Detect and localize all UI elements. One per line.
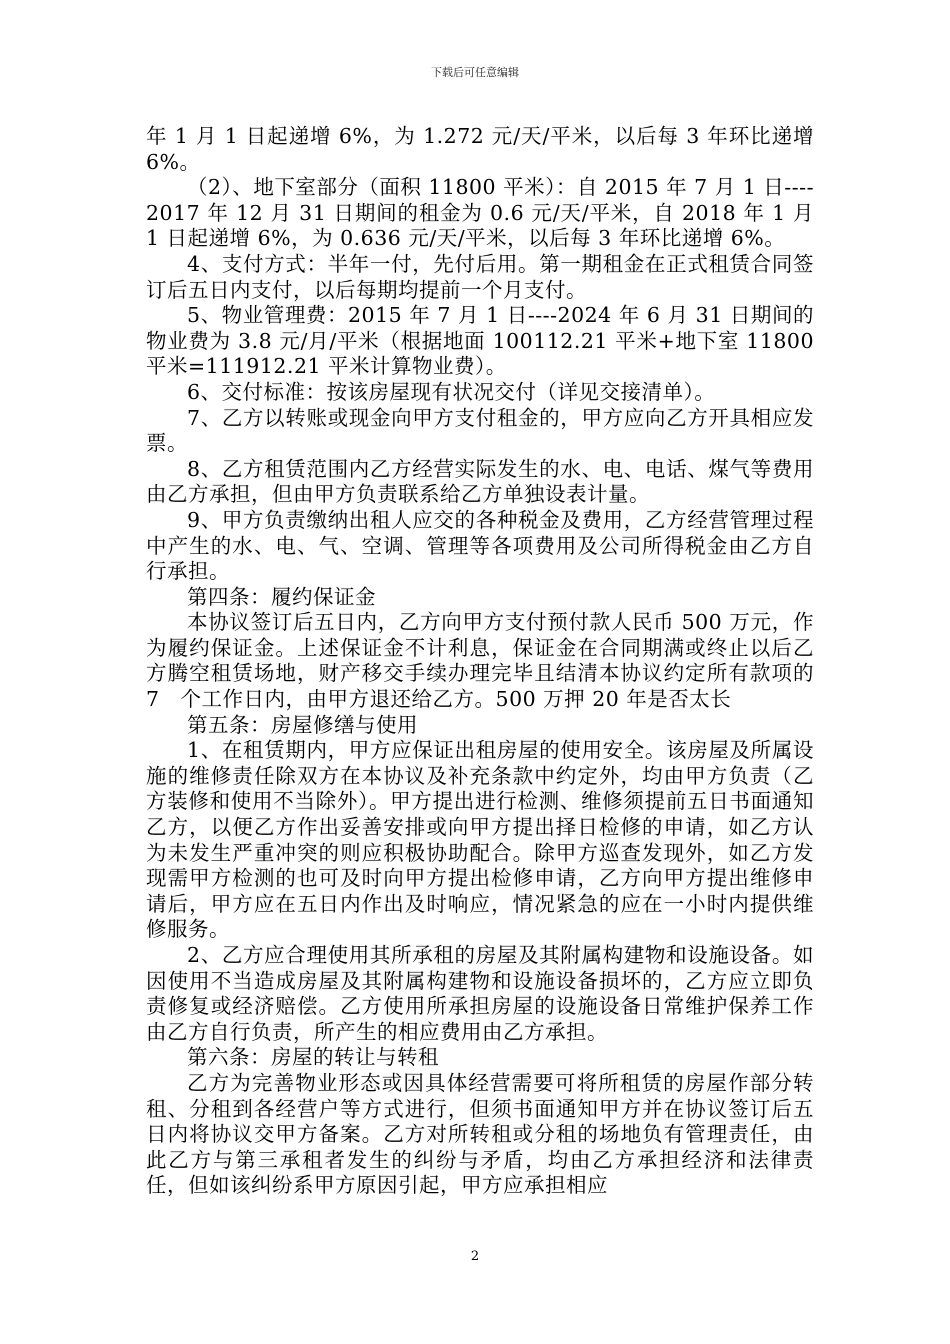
paragraph-delivery-standard: 6、交付标准：按该房屋现有状况交付（详见交接清单）。 (187, 379, 716, 404)
paragraph-rent-increase-continued: 年 1 月 1 日起递增 6%，为 1.272 元/天/平米，以后每 3 年环比递增 6%。 (146, 124, 814, 174)
paragraph-proper-use: 2、乙方应合理使用其所承租的房屋及其附属构建物和设施设备。如因使用不当造成房屋及其附属构建物和设施设备损坏的，乙方应立即负责修复或经济赔偿。乙方使用所承担房屋的设施设备日常维护保养工作由乙方自行负责，所产生的相应费用由乙方承担。 (146, 943, 814, 1044)
paragraph-invoice: 7、乙方以转账或现金向甲方支付租金的，甲方应向乙方开具相应发票。 (146, 405, 814, 456)
section-heading-sublease: 第六条：房屋的转让与转租 (187, 1045, 439, 1070)
document-body (146, 124, 814, 1199)
paragraph-sublease: 乙方为完善物业形态或因具体经营需要可将所租赁的房屋作部分转租、分租到各经营户等方式进行，但须书面通知甲方并在协议签订后五日内将协议交甲方备案。乙方对所转租或分租的场地负有管理责任，由此乙方与第三承租者发生的纠纷与矛盾，均由乙方承担经济和法律责任，但如该纠纷系甲方原因引起，甲方应承担相应 (146, 1070, 814, 1198)
paragraph-taxes: 9、甲方负责缴纳出租人应交的各种税金及费用，乙方经营管理过程中产生的水、电、气、空调、管理等各项费用及公司所得税金由乙方自行承担。 (146, 507, 814, 584)
paragraph-utilities: 8、乙方租赁范围内乙方经营实际发生的水、电、电话、煤气等费用由乙方承担，但由甲方负责联系给乙方单独设表计量。 (146, 456, 814, 507)
page-number: 2 (470, 1249, 480, 1264)
section-heading-repair: 第五条：房屋修缮与使用 (187, 712, 418, 737)
page-header: 下载后可任意编辑 (431, 66, 519, 79)
paragraph-property-fee: 5、物业管理费：2015 年 7 月 1 日----2024 年 6 月 31 日期间的物业费为 3.8 元/月/平米（根据地面 100112.21 平米+地下室 11800 平米=111912.21 平米计算物业费）。 (146, 303, 814, 379)
paragraph-deposit: 本协议签订后五日内，乙方向甲方支付预付款人民币 500 万元，作为履约保证金。上述保证金不计利息，保证金在合同期满或终止以后乙方腾空租赁场地，财产移交手续办理完毕且结清本协议约定所有款项的 7 个工作日内，由甲方退还给乙方。500 万押 20 年是否太长 (146, 610, 814, 712)
paragraph-payment-method: 4、支付方式：半年一付，先付后用。第一期租金在正式租赁合同签订后五日内支付，以后每期均提前一个月支付。 (146, 251, 814, 302)
section-heading-deposit: 第四条：履约保证金 (187, 584, 376, 609)
paragraph-basement-rent: （2）、地下室部分（面积 11800 平米）：自 2015 年 7 月 1 日----2017 年 12 月 31 日期间的租金为 0.6 元/天/平米，自 2018 年 1 月 1 日起递增 6%，为 0.636 元/天/平米，以后每 3 年环比递增 6%。 (146, 175, 814, 251)
paragraph-repair-duty: 1、在租赁期内，甲方应保证出租房屋的使用安全。该房屋及所属设施的维修责任除双方在本协议及补充条款中约定外，均由甲方负责（乙方装修和使用不当除外）。甲方提出进行检测、维修须提前五日书面通知乙方，以便乙方作出妥善安排或向甲方提出择日检修的申请，如乙方认为未发生严重冲突的则应积极协助配合。除甲方巡查发现外，如乙方发现需甲方检测的也可及时向甲方提出检修申请，乙方向甲方提出维修申请后，甲方应在五日内作出及时响应，情况紧急的应在一小时内提供维修服务。 (146, 738, 814, 942)
